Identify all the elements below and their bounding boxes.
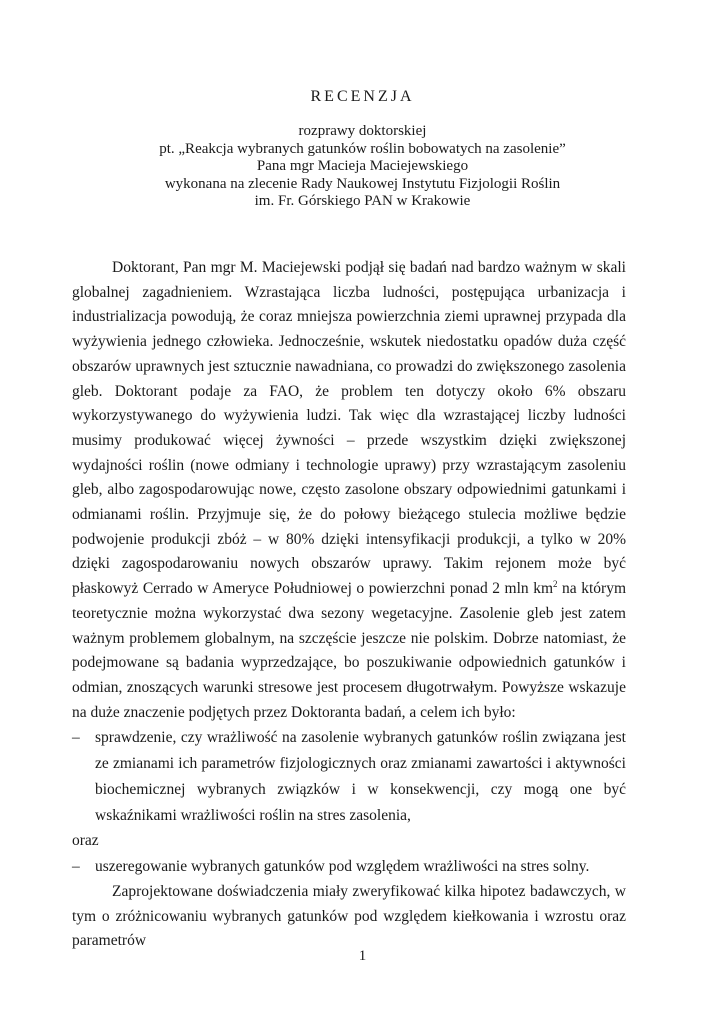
bullet-dash: –	[72, 729, 80, 747]
superscript-exponent: 2	[553, 578, 558, 589]
header-line: wykonana na zlecenie Rady Naukowej Instytutu Fizjologii Roślin	[164, 175, 561, 192]
header-line: Pana mgr Macieja Maciejewskiego	[256, 158, 469, 174]
header-line: pt. „Reakcja wybranych gatunków roślin bobowatych na zasolenie”	[159, 140, 566, 157]
document-title: RECENZJA	[310, 88, 415, 105]
paragraph-intro-text-1: Doktorant, Pan mgr M. Maciejewski podjął się badań nad bardzo ważnym w skali globalnej zagadnieniem. Wzrastająca liczba ludności, postępująca urbanizacja i industrializacja powodują, że coraz mniejsza powierzchnia ziemi uprawnej przypada dla wyżywienia jednego człowieka. Jednocześnie, wskutek niedostatku opadów duża część obszarów uprawnych jest sztucznie nawadniana, co prowadzi do zwiększonego zasolenia gleb. Doktorant podaje za FAO, że problem ten dotyczy około 6% obszaru wykorzystywanego do wyżywienia ludzi. Tak więc dla wzrastającej liczby ludności musimy produkować więcej żywności – przede wszystkim dzięki zwiększonej wydajności roślin (nowe odmiany i technologie uprawy) przy wzrastającym zasoleniu gleb, albo zagospodarowując nowe, często zasolone obszary odpowiednimi gatunkami i odmianami roślin. Przyjmuje się, że do połowy bieżącego stulecia możliwe będzie podwojenie produkcji zbóż – w 80% dzięki intensyfikacji produkcji, a tylko w 20% dzięki zagospodarowaniu nowych obszarów uprawy. Takim rejonem może być płaskowyż Cerrado w Ameryce Południowej o powierzchni ponad 2 mln km	[72, 259, 626, 598]
document-body	[72, 256, 626, 954]
paragraph-hypotheses: Zaprojektowane doświadczenia miały zweryfikować kilka hipotez badawczych, w tym o zróżnicowaniu wybranych gatunków pod względem kiełkowania i wzrostu oraz parametrów	[72, 883, 626, 950]
connector-text: oraz	[72, 832, 99, 850]
paragraph-intro-text-2: na którym teoretycznie można wykorzystać dwa sezony wegetacyjne. Zasolenie gleb jest zatem ważnym problemem globalnym, na szczęście jeszcze nie polskim. Dobrze natomiast, że podejmowane są badania wyprzedzające, bo poszukiwanie odpowiednich gatunków i odmian, znoszących warunki stresowe jest procesem długotrwałym. Powyższe wskazuje na duże znaczenie podjętych przez Doktoranta badań, a celem ich było:	[72, 580, 626, 721]
page-number: 1	[358, 948, 367, 964]
list-item-text: sprawdzenie, czy wrażliwość na zasolenie wybranych gatunków roślin związana jest ze zmianami ich parametrów fizjologicznych oraz zmianami zawartości i aktywności biochemicznej wybranych związków i w konsekwencji, czy mogą one być wskaźnikami wrażliwości roślin na stres zasolenia,	[95, 729, 626, 825]
document-header	[0, 123, 725, 211]
list-item	[72, 854, 626, 880]
list-item	[72, 725, 626, 829]
header-line: rozprawy doktorskiej	[298, 123, 427, 139]
list-item-text: uszeregowanie wybranych gatunków pod względem wrażliwości na stres solny.	[95, 858, 590, 876]
paragraph-intro	[72, 256, 626, 725]
bullet-dash: –	[72, 858, 80, 876]
header-line: im. Fr. Górskiego PAN w Krakowie	[254, 193, 471, 209]
